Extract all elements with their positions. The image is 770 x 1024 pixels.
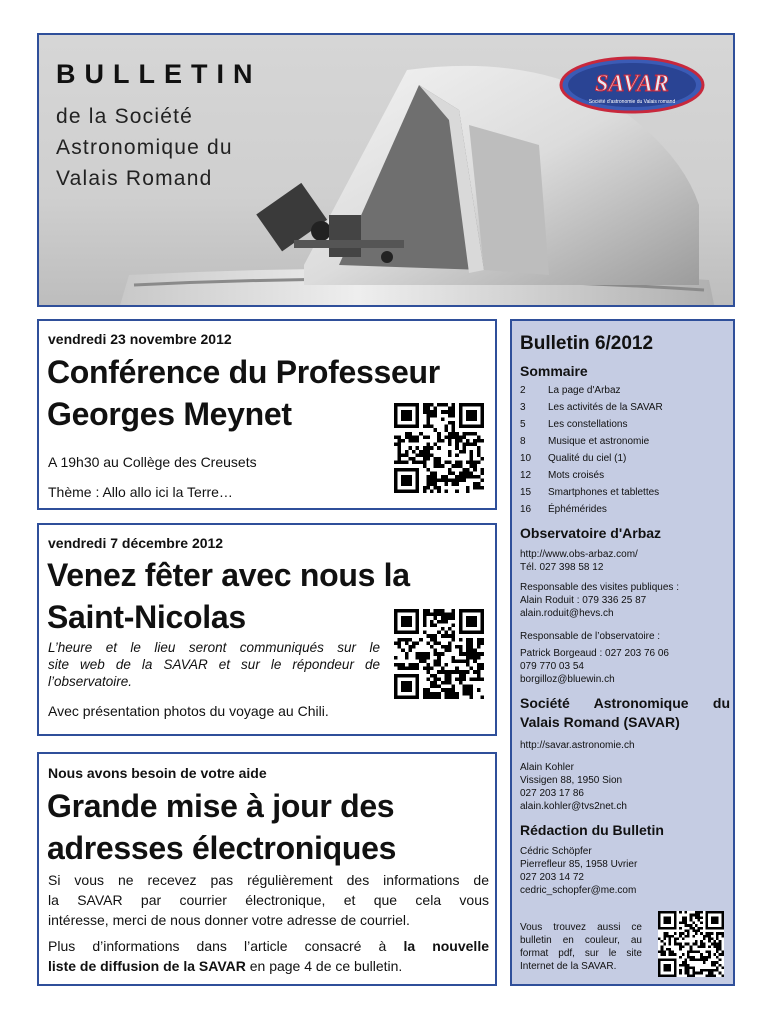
observatory-contact bbox=[520, 548, 638, 574]
toc-item[interactable] bbox=[520, 436, 649, 447]
event-date: vendredi 7 décembre 2012 bbox=[48, 535, 224, 551]
contact-line: Vissigen 88, 1950 Sion bbox=[520, 775, 623, 786]
toc-page: 12 bbox=[520, 470, 532, 481]
event-saint-nicolas bbox=[37, 523, 497, 736]
headline-line: adresses électroniques bbox=[47, 830, 397, 866]
toc-label: Les constellations bbox=[548, 419, 628, 430]
headline-line: Georges Meynet bbox=[47, 396, 292, 432]
event-headline bbox=[47, 554, 410, 638]
toc-label: La page d'Arbaz bbox=[548, 385, 621, 396]
email-link[interactable]: alain.roduit@hevs.ch bbox=[520, 608, 614, 619]
toc-label: Les activités de la SAVAR bbox=[548, 402, 663, 413]
contact-line: Cédric Schöpfer bbox=[520, 846, 592, 857]
logo-text: SAVAR bbox=[595, 71, 669, 97]
event-time-place: A 19h30 au Collège des Creusets bbox=[48, 454, 257, 470]
para-line: la SAVAR par courrier électronique, et que cela vous bbox=[48, 892, 489, 908]
toc-page: 2 bbox=[520, 385, 526, 396]
contact-line: 027 203 14 72 bbox=[520, 872, 584, 883]
qr-code[interactable] bbox=[658, 911, 724, 977]
contact-line: Alain Roduit : 079 336 25 87 bbox=[520, 595, 647, 606]
contact-line: 027 203 17 86 bbox=[520, 788, 584, 799]
toc-item[interactable] bbox=[520, 385, 621, 396]
sommaire-heading: Sommaire bbox=[520, 363, 588, 379]
bulletin-number: Bulletin 6/2012 bbox=[520, 333, 654, 354]
savar-heading bbox=[520, 694, 730, 732]
para-line: intéresse, merci de nous donner votre adresse de courriel. bbox=[48, 912, 410, 928]
toc-item[interactable] bbox=[520, 453, 626, 464]
subtitle-line: Astronomique du bbox=[56, 136, 233, 159]
headline-line: Conférence du Professeur bbox=[47, 354, 440, 390]
email-link[interactable]: cedric_schopfer@me.com bbox=[520, 885, 637, 896]
toc-page: 10 bbox=[520, 453, 532, 464]
italic-line: L’heure et le lieu seront communiqués sur le bbox=[48, 640, 380, 655]
header-banner bbox=[37, 33, 735, 307]
toc-item[interactable] bbox=[520, 504, 607, 515]
qr-code[interactable] bbox=[394, 609, 484, 699]
event-photos-note: Avec présentation photos du voyage au Chili. bbox=[48, 703, 329, 719]
headline-line: Saint-Nicolas bbox=[47, 599, 246, 635]
redaction-contact bbox=[520, 845, 637, 897]
savar-contact bbox=[520, 761, 627, 813]
para-line bbox=[48, 956, 489, 976]
sidebar bbox=[510, 319, 735, 986]
redaction-heading: Rédaction du Bulletin bbox=[520, 822, 664, 838]
event-date: vendredi 23 novembre 2012 bbox=[48, 331, 232, 347]
email-paragraph bbox=[48, 870, 489, 930]
mailing-list-paragraph bbox=[48, 936, 489, 976]
toc-page: 15 bbox=[520, 487, 532, 498]
contact-line: 079 770 03 54 bbox=[520, 661, 584, 672]
para-text: en page 4 de ce bulletin. bbox=[245, 958, 403, 974]
toc-item[interactable] bbox=[520, 487, 659, 498]
toc-page: 3 bbox=[520, 402, 526, 413]
logo-tagline: Société d'astronomie du Valais romand bbox=[588, 99, 676, 105]
event-kicker: Nous avons besoin de votre aide bbox=[48, 765, 267, 781]
heading-line: Valais Romand (SAVAR) bbox=[520, 714, 680, 730]
observatory-responsible bbox=[520, 630, 669, 686]
para-line: Si vous ne recevez pas régulièrement des informations de bbox=[48, 872, 489, 888]
mailing-list-link[interactable]: la nouvelle bbox=[403, 938, 489, 954]
observatory-heading: Observatoire d'Arbaz bbox=[520, 525, 662, 541]
italic-line: site web de la SAVAR et sur le répondeur de bbox=[48, 657, 380, 672]
subtitle-line: de la Société bbox=[56, 105, 194, 128]
qr-code[interactable] bbox=[394, 403, 484, 493]
toc-item[interactable] bbox=[520, 470, 604, 481]
para-text: Plus d’informations dans l’article consacré à bbox=[48, 938, 404, 954]
savar-url[interactable]: http://savar.astronomie.ch bbox=[520, 740, 635, 751]
contact-line: Responsable des visites publiques : bbox=[520, 582, 679, 593]
heading-line: Société Astronomique du bbox=[520, 695, 730, 711]
email-link[interactable]: borgilloz@bluewin.ch bbox=[520, 674, 615, 685]
toc-label: Qualité du ciel (1) bbox=[548, 453, 627, 464]
toc-page: 16 bbox=[520, 504, 532, 515]
event-info-italic bbox=[48, 639, 380, 690]
para-line bbox=[48, 936, 489, 956]
toc-label: Éphémérides bbox=[548, 504, 607, 515]
toc-label: Smartphones et tablettes bbox=[548, 487, 660, 498]
observatory-url[interactable]: http://www.obs-arbaz.com/ bbox=[520, 549, 638, 560]
society-subtitle bbox=[56, 101, 316, 194]
observatory-phone: Tél. 027 398 58 12 bbox=[520, 562, 604, 573]
italic-line: l’observatoire. bbox=[48, 674, 133, 689]
event-headline bbox=[47, 351, 440, 435]
event-conference bbox=[37, 319, 497, 510]
savar-logo bbox=[559, 55, 705, 115]
headline-line: Grande mise à jour des bbox=[47, 788, 395, 824]
event-theme: Thème : Allo allo ici la Terre… bbox=[48, 484, 233, 500]
contact-line: Pierrefleur 85, 1958 Uvrier bbox=[520, 859, 638, 870]
visits-responsible bbox=[520, 581, 679, 620]
event-email-update bbox=[37, 752, 497, 986]
toc-item[interactable] bbox=[520, 402, 663, 413]
toc-item[interactable] bbox=[520, 419, 628, 430]
subtitle-line: Valais Romand bbox=[56, 167, 213, 190]
contact-line: Alain Kohler bbox=[520, 762, 574, 773]
toc-page: 5 bbox=[520, 419, 526, 430]
toc-page: 8 bbox=[520, 436, 526, 447]
contact-line: Patrick Borgeaud : 027 203 76 06 bbox=[520, 648, 669, 659]
pdf-note: Vous trouvez aussi ce bulletin en couleur, au format pdf, sur le site Internet de la SAVAR. bbox=[520, 922, 642, 972]
toc-label: Musique et astronomie bbox=[548, 436, 650, 447]
mailing-list-link[interactable]: liste de diffusion de la SAVAR bbox=[48, 958, 246, 974]
contact-line: Responsable de l’observatoire : bbox=[520, 631, 661, 642]
headline-line: Venez fêter avec nous la bbox=[47, 557, 410, 593]
bulletin-title: BULLETIN bbox=[56, 59, 262, 89]
event-headline bbox=[47, 785, 396, 869]
toc-label: Mots croisés bbox=[548, 470, 605, 481]
email-link[interactable]: alain.kohler@tvs2net.ch bbox=[520, 801, 627, 812]
